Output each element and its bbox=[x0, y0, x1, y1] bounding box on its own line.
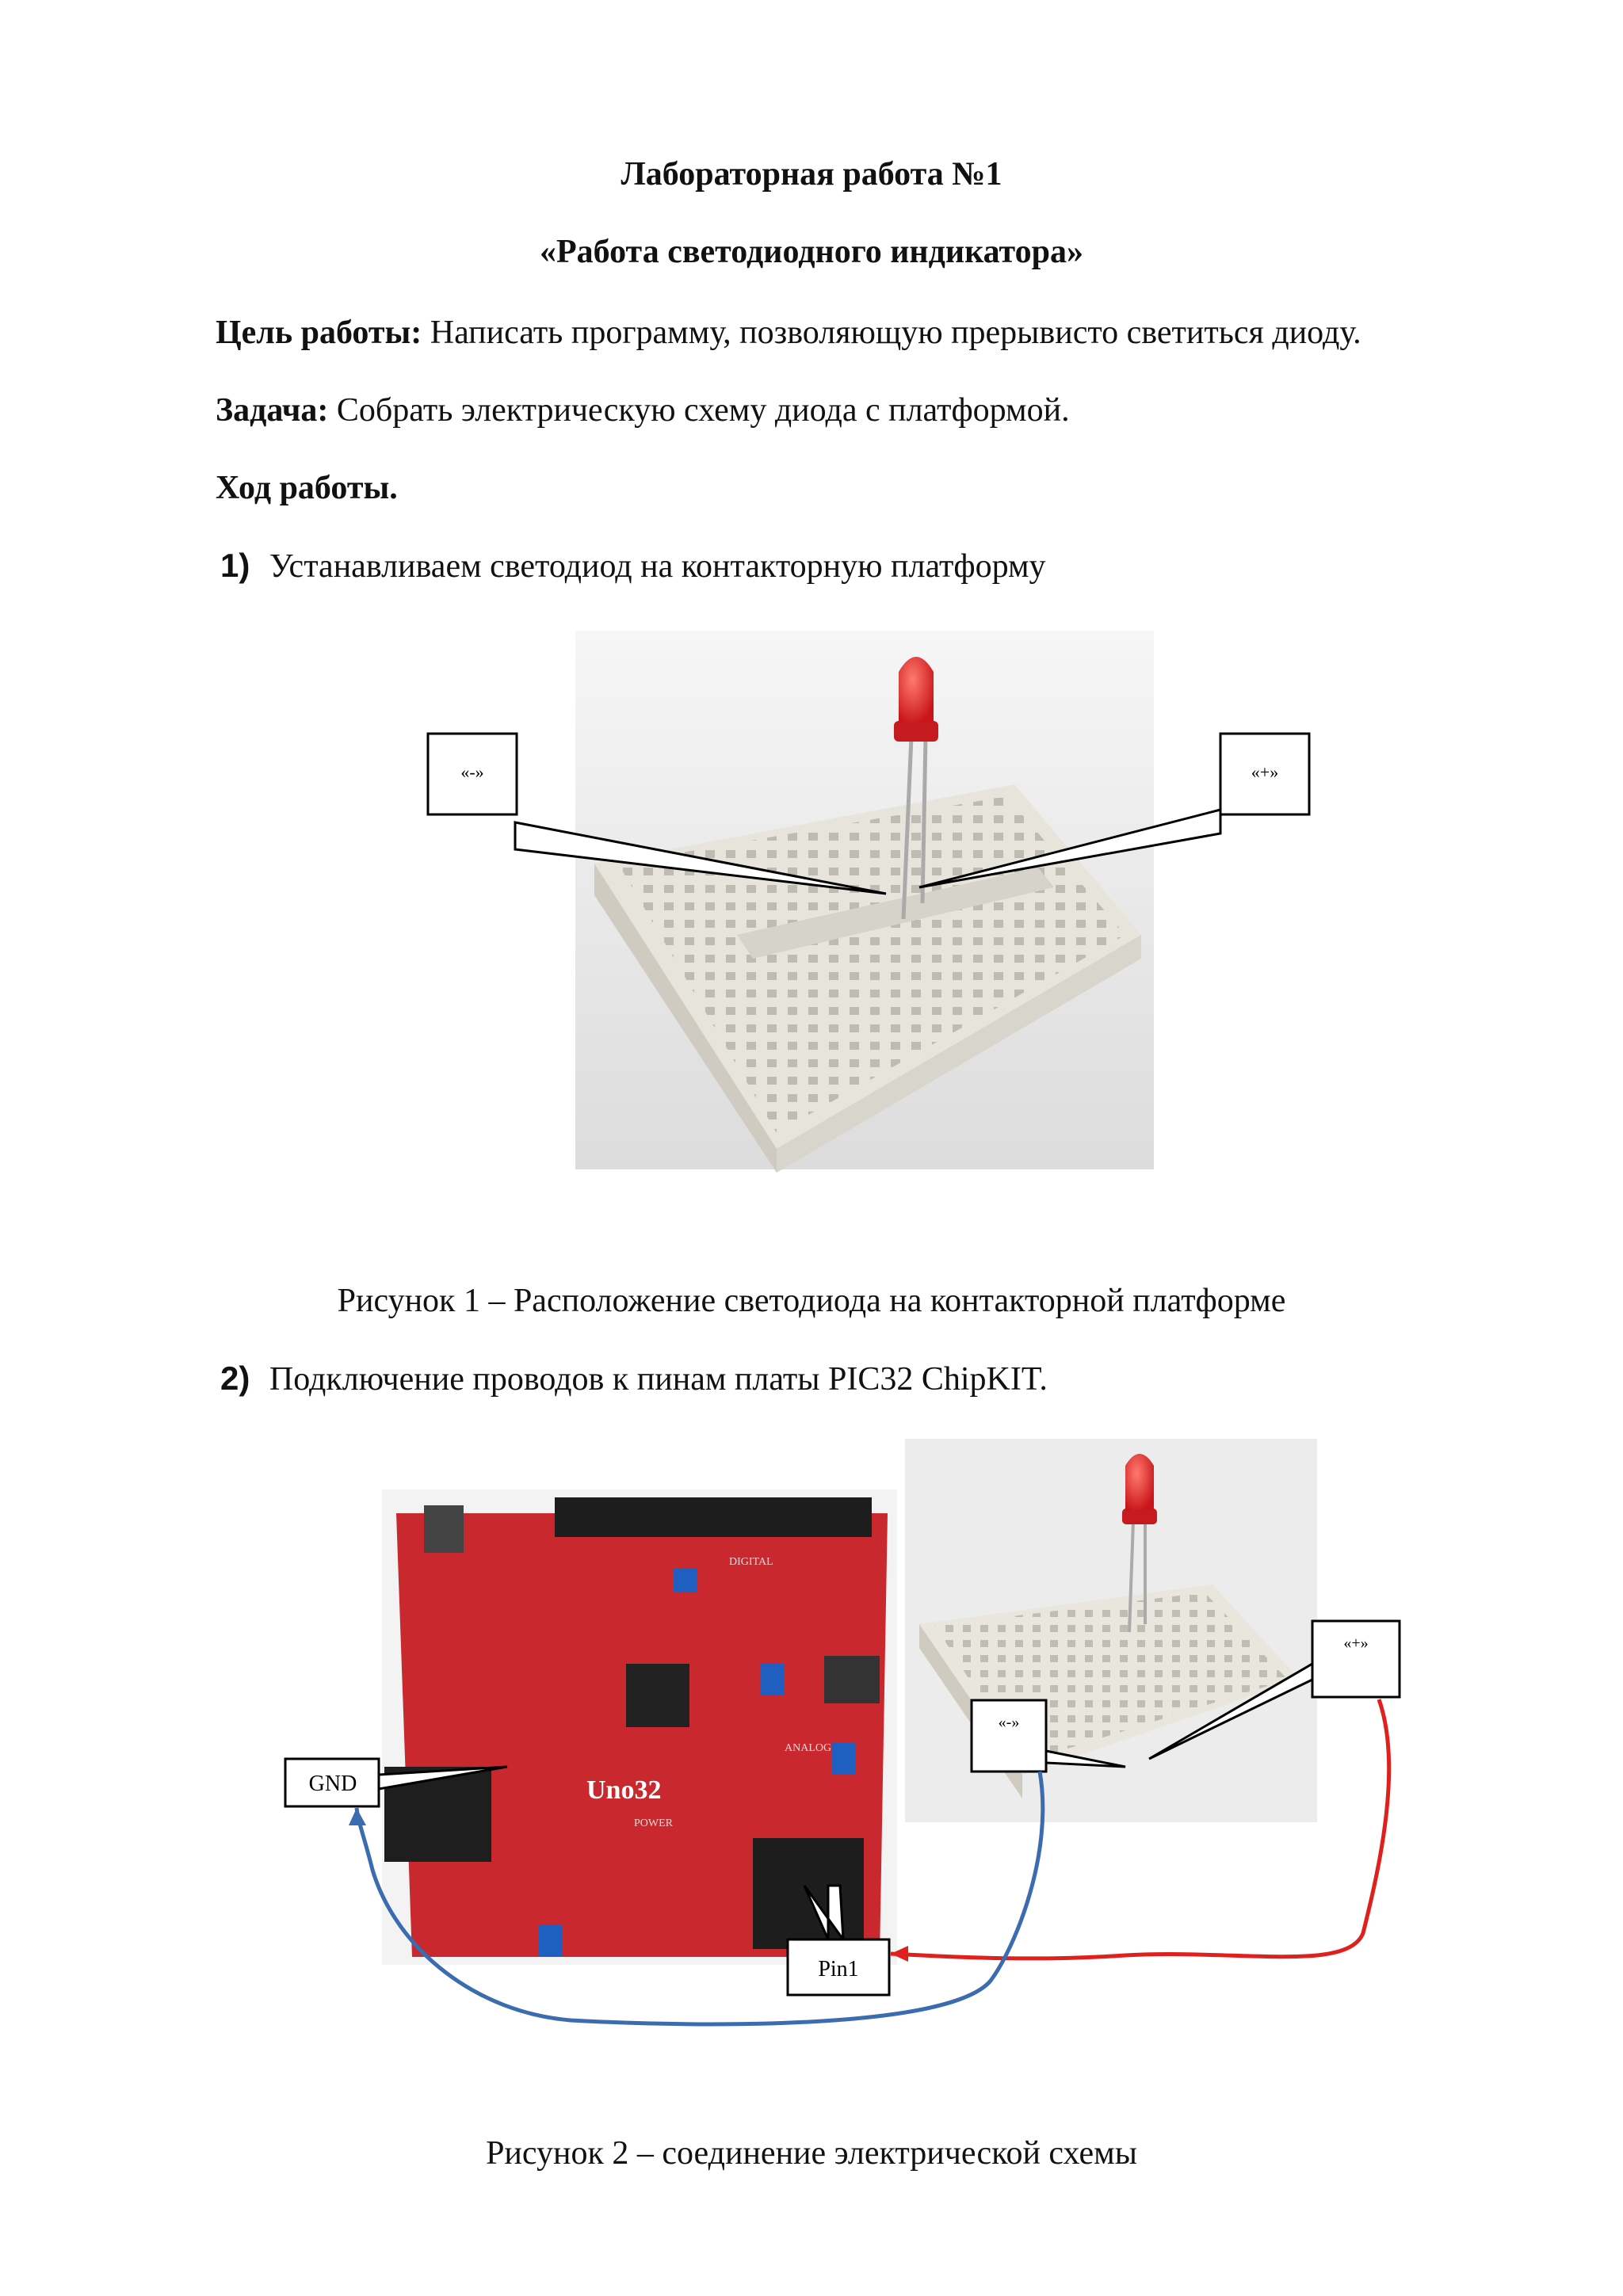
figure-2-caption: Рисунок 2 – соединение электрической схемы bbox=[486, 2135, 1137, 2172]
label-plus-2: «+» bbox=[1343, 1634, 1369, 1652]
board-name: Uno32 bbox=[586, 1775, 662, 1805]
task-line bbox=[216, 391, 1070, 429]
board-label-power: POWER bbox=[634, 1817, 673, 1829]
document-subtitle: «Работа светодиодного индикатора» bbox=[540, 234, 1083, 270]
step-1 bbox=[220, 547, 1046, 585]
label-minus-2: «-» bbox=[998, 1714, 1020, 1731]
task-label: Задача: bbox=[216, 392, 329, 429]
label-minus-1: «-» bbox=[460, 762, 484, 782]
figure-1-image bbox=[0, 602, 1623, 1188]
step-1-text: Устанавливаем светодиод на контакторную платформу bbox=[269, 548, 1046, 585]
photo-breadboard-1 bbox=[575, 631, 1154, 1173]
step-2-number: 2) bbox=[220, 1360, 250, 1397]
label-pin1: Pin1 bbox=[818, 1957, 859, 1981]
wire-blue-arrowhead bbox=[349, 1808, 366, 1825]
figure-1-caption: Рисунок 1 – Расположение светодиода на контакторной платформе bbox=[337, 1283, 1286, 1319]
board-label-analog: ANALOG bbox=[785, 1742, 832, 1754]
label-gnd: GND bbox=[308, 1772, 357, 1796]
board-label-digital: DIGITAL bbox=[729, 1556, 773, 1568]
goal-line bbox=[216, 314, 1361, 352]
step-1-number: 1) bbox=[220, 547, 250, 584]
task-text: Собрать электрическую схему диода с платформой. bbox=[328, 392, 1070, 429]
goal-text: Написать программу, позволяющую прерывисто светиться диоду. bbox=[422, 315, 1361, 351]
label-plus-1: «+» bbox=[1251, 762, 1279, 782]
step-2 bbox=[220, 1360, 1048, 1398]
progress-heading: Ход работы. bbox=[216, 470, 398, 506]
step-2-text: Подключение проводов к пинам платы PIC32 ChipKIT. bbox=[269, 1361, 1048, 1398]
document-title: Лабораторная работа №1 bbox=[621, 156, 1002, 193]
figure-2-image bbox=[0, 1426, 1623, 2076]
photo-uno32-board bbox=[382, 1489, 897, 1965]
goal-label: Цель работы: bbox=[216, 315, 422, 351]
